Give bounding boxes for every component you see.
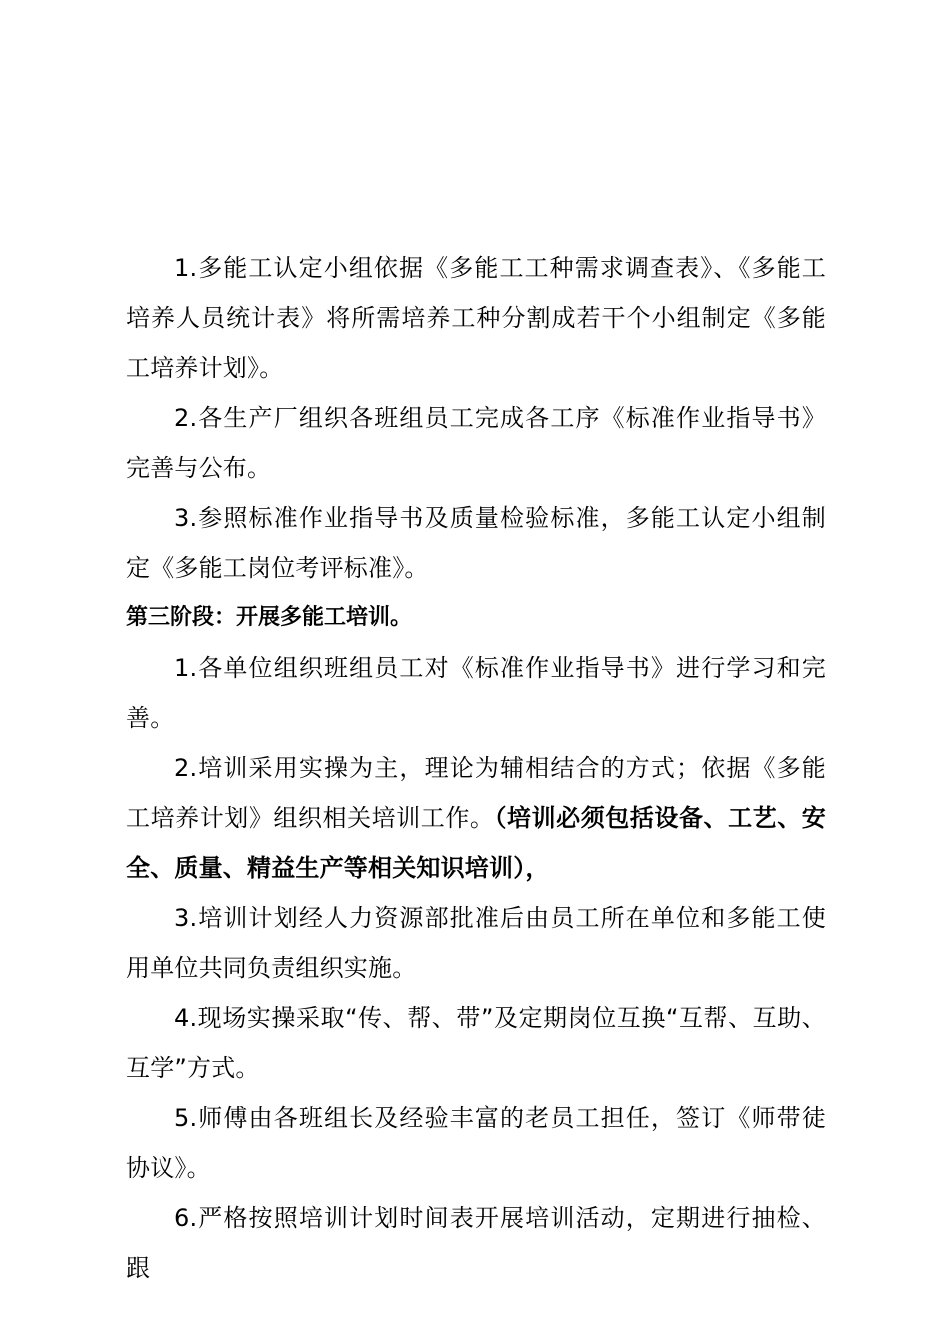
document-body	[126, 243, 826, 1293]
section-paragraph-2-bold-note: （培训必须包括设备、工艺、安全、质量、精益生产等相关知识培训），	[126, 804, 826, 882]
section-paragraph-2-text: 2.培训采用实操为主，理论为辅相结合的方式；依据《多能工培养计划》组织相关培训工作。	[126, 754, 826, 832]
section-paragraph-1: 1.各单位组织班组员工对《标准作业指导书》进行学习和完善。	[126, 654, 826, 732]
section-paragraph-2	[126, 743, 826, 893]
section-paragraph-3: 3.培训计划经人力资源部批准后由员工所在单位和多能工使用单位共同负责组织实施。	[126, 904, 826, 982]
paragraph-1: 1.多能工认定小组依据《多能工工种需求调查表》、《多能工培养人员统计表》将所需培养工种分割成若干个小组制定《多能工培养计划》。	[126, 254, 826, 382]
section-paragraph-5: 5.师傅由各班组长及经验丰富的老员工担任，签订《师带徒协议》。	[126, 1104, 826, 1182]
section-heading: 第三阶段：开展多能工培训。	[126, 605, 413, 630]
section-paragraph-6: 6.严格按照培训计划时间表开展培训活动，定期进行抽检、跟	[126, 1204, 826, 1282]
paragraph-3: 3.参照标准作业指导书及质量检验标准，多能工认定小组制定《多能工岗位考评标准》。	[126, 504, 826, 582]
section-paragraph-4: 4.现场实操采取“传、帮、带”及定期岗位互换“互帮、互助、互学”方式。	[126, 1004, 826, 1082]
paragraph-2: 2.各生产厂组织各班组员工完成各工序《标准作业指导书》完善与公布。	[126, 404, 826, 482]
